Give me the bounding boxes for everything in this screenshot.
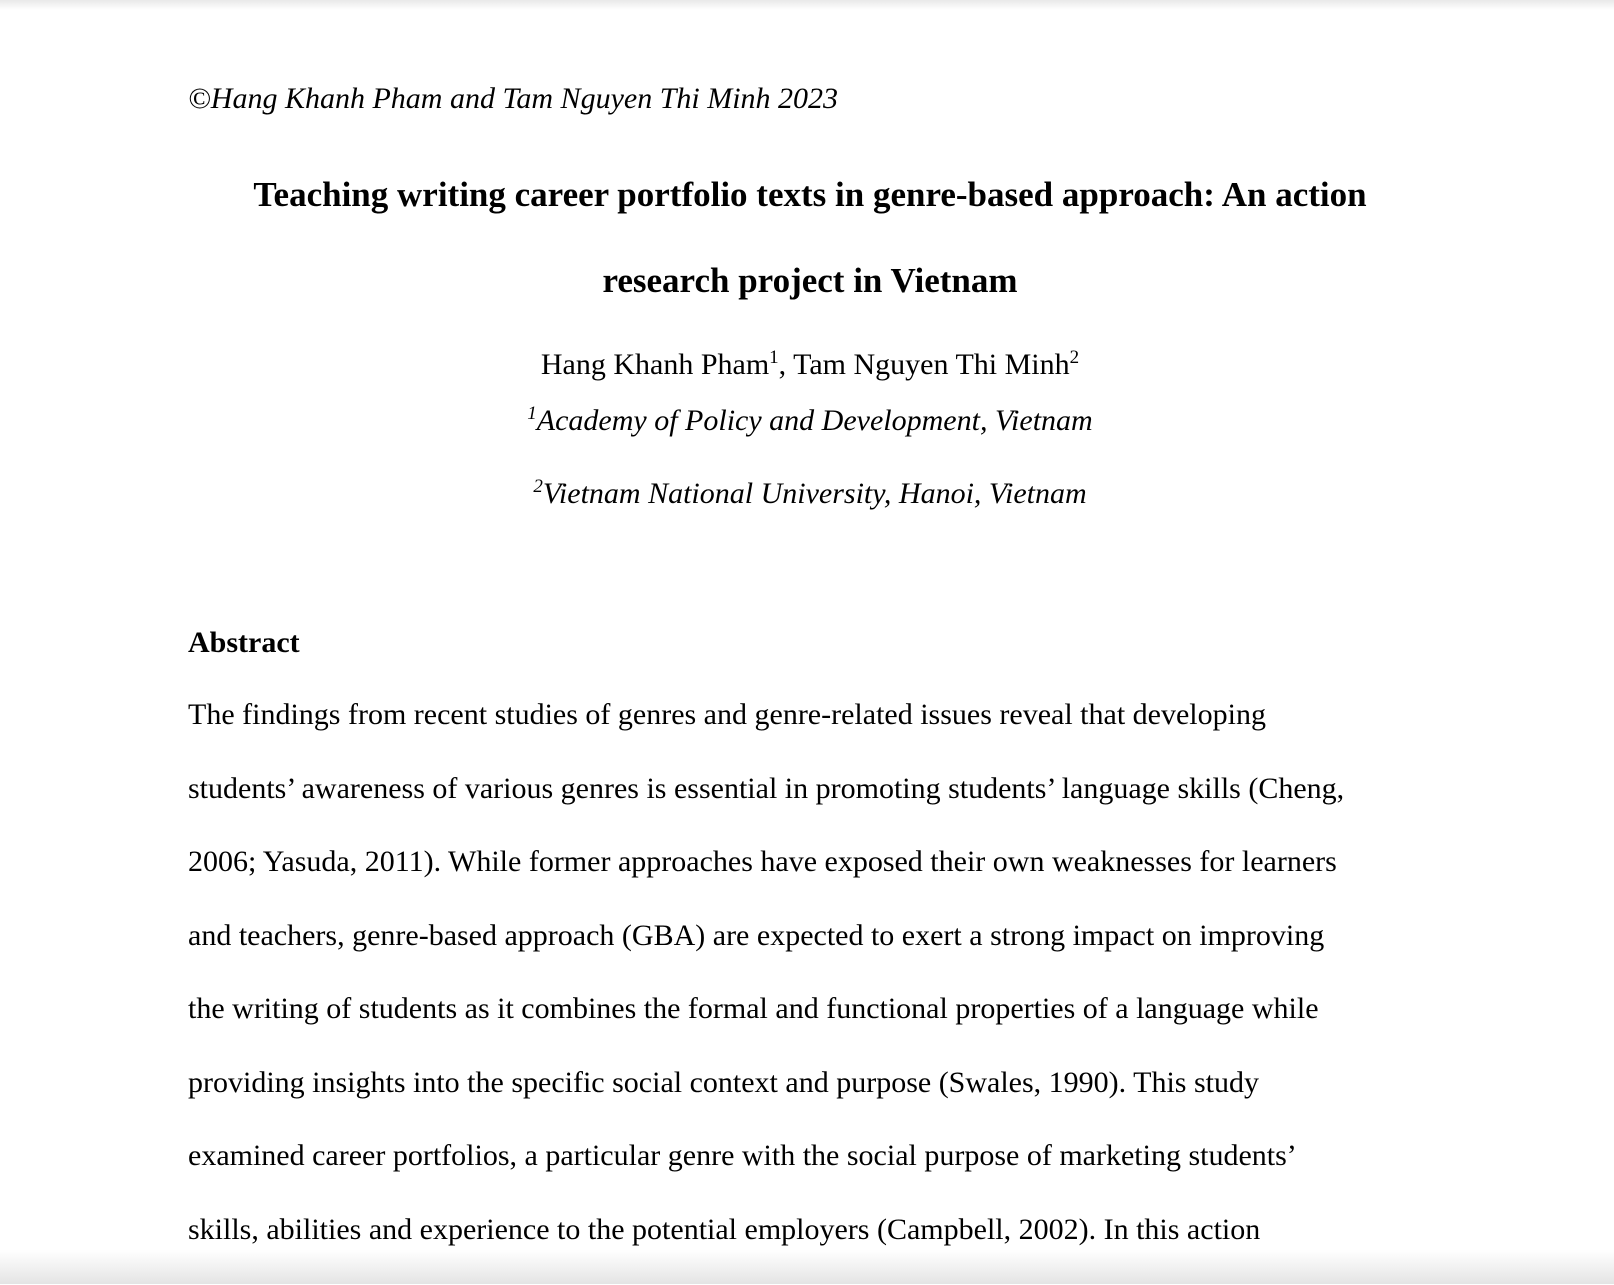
abstract-line: the writing of students as it combines the formal and functional properties of a language while (188, 991, 1428, 1065)
author-1-name: Hang Khanh Pham (541, 348, 769, 381)
affiliation-1-name: Academy of Policy and Development, Vietnam (537, 404, 1093, 437)
abstract-heading: Abstract (188, 626, 300, 660)
author-2-name: Tam Nguyen Thi Minh (793, 348, 1070, 381)
affiliation-2 (150, 477, 1470, 511)
abstract-line: students’ awareness of various genres is essential in promoting students’ language skills (Cheng, (188, 771, 1428, 845)
bottom-edge-shadow (0, 1250, 1614, 1284)
author-1-affiliation-mark: 1 (769, 347, 779, 368)
author-separator: , (779, 348, 793, 381)
abstract-body (188, 697, 1428, 1285)
author-list (150, 348, 1470, 382)
abstract-line: providing insights into the specific social context and purpose (Swales, 1990). This study (188, 1065, 1428, 1139)
affiliation-1 (150, 404, 1470, 438)
paper-title-line-2: research project in Vietnam (150, 261, 1470, 301)
affiliation-2-mark: 2 (533, 476, 543, 497)
affiliation-2-name: Vietnam National University, Hanoi, Vietnam (543, 477, 1087, 510)
copyright-line: ©Hang Khanh Pham and Tam Nguyen Thi Minh 2023 (188, 82, 838, 116)
abstract-line: examined career portfolios, a particular genre with the social purpose of marketing students’ (188, 1138, 1428, 1212)
abstract-line: The findings from recent studies of genres and genre-related issues reveal that developing (188, 697, 1428, 771)
paper-title-line-1: Teaching writing career portfolio texts in genre-based approach: An action (150, 175, 1470, 215)
affiliation-1-mark: 1 (527, 403, 537, 424)
abstract-line: and teachers, genre-based approach (GBA) are expected to exert a strong impact on improving (188, 918, 1428, 992)
abstract-line: skills, abilities and experience to the potential employers (Campbell, 2002). In this action (188, 1212, 1428, 1285)
abstract-line: 2006; Yasuda, 2011). While former approaches have exposed their own weaknesses for learners (188, 844, 1428, 918)
author-2-affiliation-mark: 2 (1070, 347, 1080, 368)
